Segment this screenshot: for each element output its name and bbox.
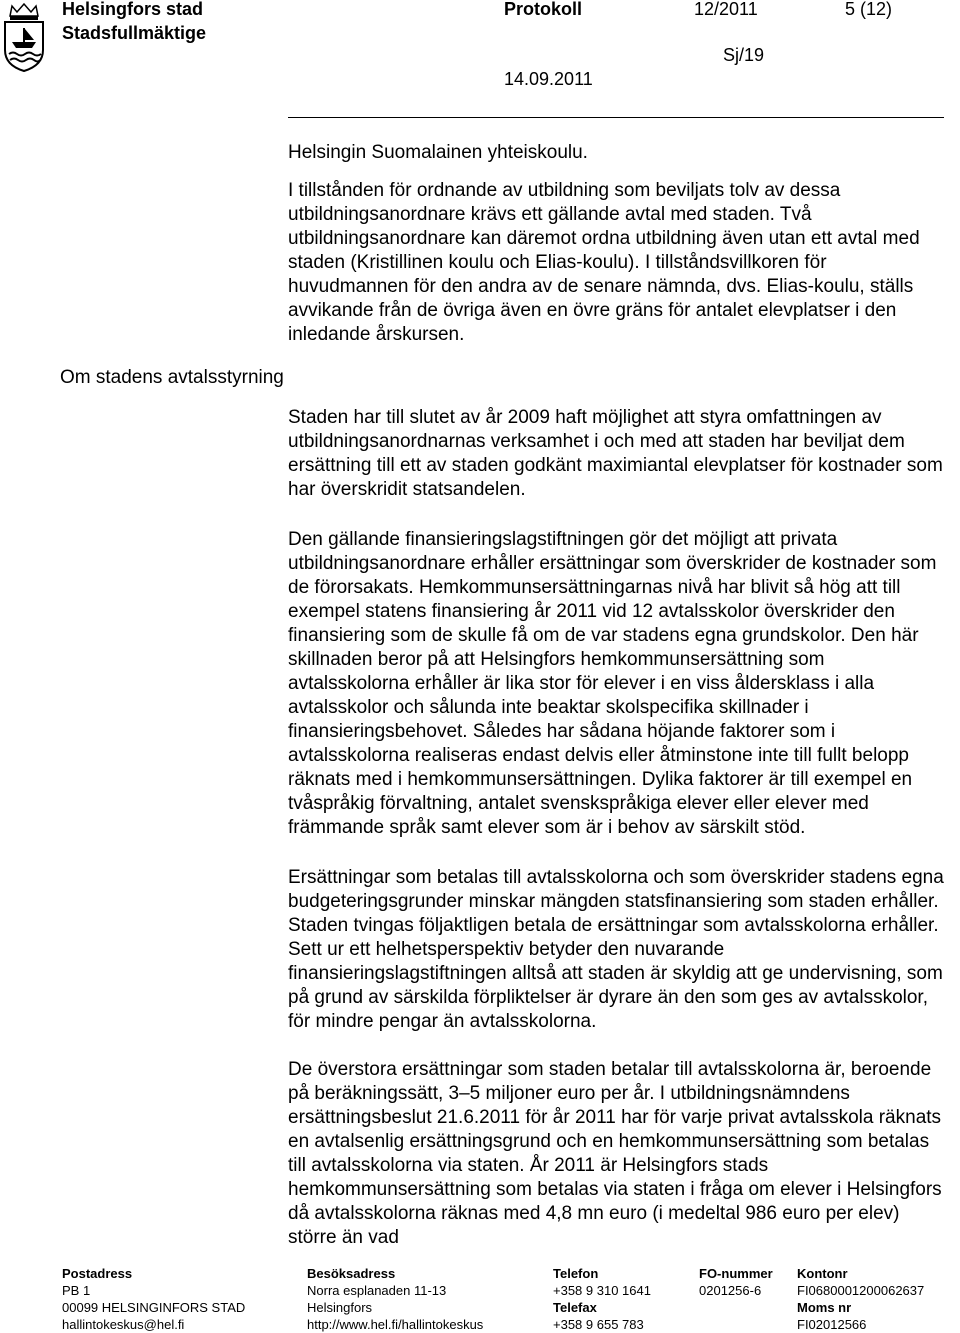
postal-line: PB 1 xyxy=(62,1283,91,1298)
postal-heading: Postadress xyxy=(62,1266,133,1281)
visit-heading: Besöksadress xyxy=(307,1266,396,1281)
page-number: 5 (12) xyxy=(845,0,893,19)
account-heading: Kontonr xyxy=(797,1266,848,1281)
visit-line: Helsingfors xyxy=(307,1300,373,1315)
account-value: FI0680001200062637 xyxy=(797,1283,925,1298)
fo-heading: FO-nummer xyxy=(699,1266,773,1281)
continued-paragraph: I tillstånden för ordnande av utbildning som beviljats tolv av dessa utbildningsanordnare krävs ett gällande avtal med staden. Två utbildningsanordnare kan däremot ordna utbildning även utan ett avtal med staden (Kristillinen koulu och Elias-koulu). I tillståndsvillkoren för huvudmannen för den andra av de senare nämnda, dvs. Elias-koulu, ställs avvikande från de övriga även en övre gräns för antalet elevplatser i den inledande årskursen. xyxy=(288,180,920,345)
visit-url[interactable]: http://www.hel.fi/hallintokeskus xyxy=(307,1317,484,1332)
document-number: 12/2011 xyxy=(694,0,758,19)
fo-value: 0201256-6 xyxy=(699,1283,762,1298)
document-type: Protokoll xyxy=(504,0,583,19)
phone-heading: Telefon xyxy=(553,1266,599,1281)
vat-heading: Moms nr xyxy=(797,1300,852,1315)
organization-name: Helsingfors stad xyxy=(62,0,204,19)
main-section xyxy=(288,406,948,1274)
fax-heading: Telefax xyxy=(553,1300,597,1315)
paragraph: Ersättningar som betalas till avtalsskolorna och som överskrider stadens egna budgeteringsgrunder minskar mängden statsfinansiering som staden erhåller. Staden tvingas följaktligen betala de ersättningar som avtalsskolorna erhåller. Sett ur ett helhetsperspektiv betyder den nuvarande finansieringslagstiftningen alltså att staden är skyldig att ge undervisning, som på grund av särskilda förpliktelser är dyrare än den som ges av avtalsskolor, för mindre pengar än avtalsskolorna. xyxy=(288,867,944,1032)
footer-postal xyxy=(62,1265,245,1333)
helsinki-crest-icon xyxy=(2,2,46,72)
header-divider xyxy=(288,117,944,118)
continued-line: Helsingin Suomalainen yhteiskoulu. xyxy=(288,142,588,163)
continued-section xyxy=(288,141,948,361)
footer-account xyxy=(797,1265,924,1333)
footer-phone xyxy=(553,1265,651,1333)
postal-line: 00099 HELSINGINFORS STAD xyxy=(62,1300,246,1315)
postal-email[interactable]: hallintokeskus@hel.fi xyxy=(62,1317,185,1332)
fax-value: +358 9 655 783 xyxy=(553,1317,644,1332)
visit-line: Norra esplanaden 11-13 xyxy=(307,1283,447,1298)
footer-fo xyxy=(699,1265,773,1299)
organization-body: Stadsfullmäktige xyxy=(62,23,207,43)
phone-value: +358 9 310 1641 xyxy=(553,1283,651,1298)
paragraph: Staden har till slutet av år 2009 haft möjlighet att styra omfattningen av utbildningsanordnarnas verksamhet i och med att staden har beviljat dem ersättning till ett av staden godkänt maximiantal elevplatser för kostnader som har överskridit statsandelen. xyxy=(288,407,943,500)
meeting-date: 14.09.2011 xyxy=(504,69,593,89)
paragraph: Den gällande finansieringslagstiftningen gör det möjligt att privata utbildningsanordnare erhåller ersättningar som överskrider de kostnader som de förorsakats. Hemkommunsersättningarnas nivå har blivit så hög att till exempel statens finansiering år 2011 vid 12 avtalsskolor överskrider den finansiering som de skulle få om de var stadens egna grundskolor. Den här skillnaden beror på att Helsingfors hemkommunsersättning som avtalsskolorna erhåller är lika stor för elever i en viss åldersklass i alla avtalsskolor och sålunda inte beaktar skolspecifika skillnader i finansieringsbehovet. Således har sådana höjande faktorer som i avtalsskolorna realiseras endast delvis eller åtminstone inte till fullt belopp räknats med i hemkommunsersättningen. Dylika faktorer är till exempel en tvåspråkig förvaltning, antalet svenskspråkiga elever eller elever med främmande språk samt elever som är i behov av särskilt stöd. xyxy=(288,529,937,838)
vat-value: FI02012566 xyxy=(797,1317,867,1332)
sidebar-heading: Om stadens avtalsstyrning xyxy=(60,367,284,388)
footer-visit xyxy=(307,1265,483,1333)
paragraph: De överstora ersättningar som staden betalar till avtalsskolorna är, beroende på beräkningssätt, 3–5 miljoner euro per år. I utbildningsnämndens ersättningsbeslut 21.6.2011 för år 2011 har för varje privat avtalsskola räknats en avtalsenlig ersättningsgrund och en hemkommunsersättning som betalas till avtalsskolorna via staten. År 2011 är Helsingfors stads hemkommunsersättning som betalas via staten i fråga om elever i Helsingfors då avtalsskolorna räknas med 4,8 mn euro (i medeltal 986 euro per elev) större än vad xyxy=(288,1059,942,1248)
section-code: Sj/19 xyxy=(723,45,765,65)
